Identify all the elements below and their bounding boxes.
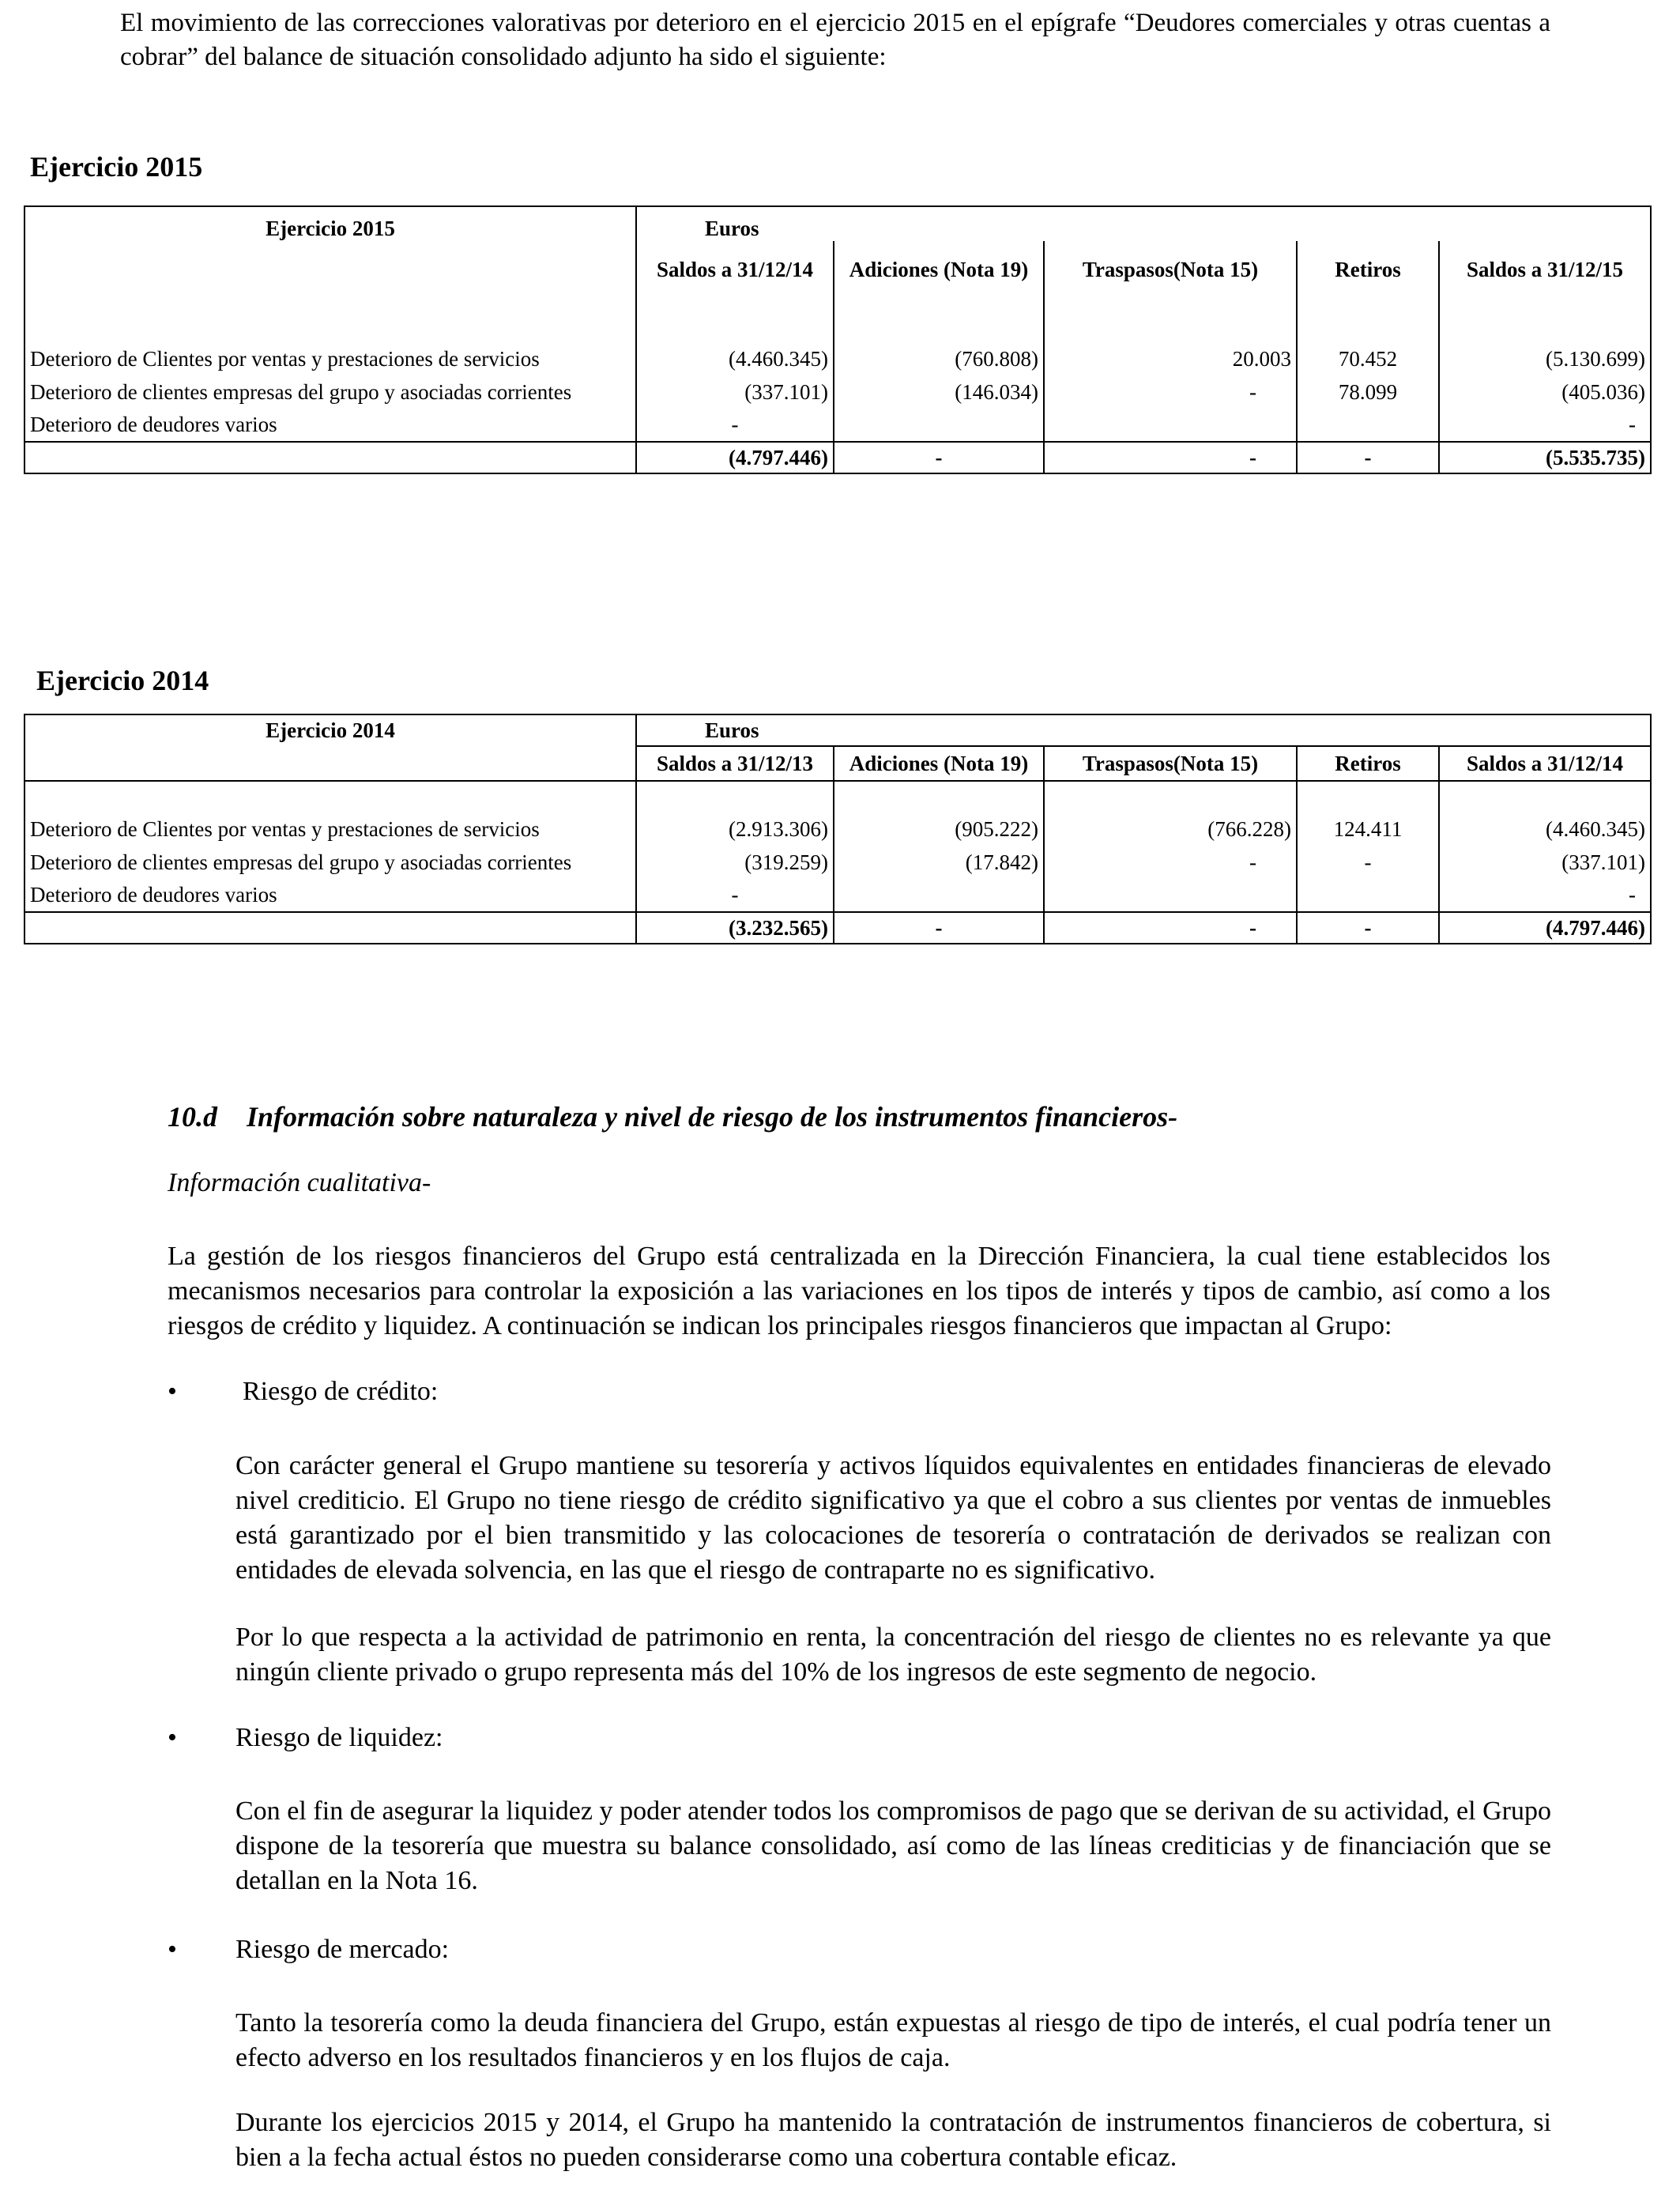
cell: - [1629, 883, 1637, 907]
bullet-label-market: Riesgo de mercado: [235, 1935, 450, 1964]
cell: (2.913.306) [636, 812, 834, 846]
cell [1044, 409, 1297, 442]
credit-paragraph-1: Con carácter general el Grupo mantiene su tesorería y activos líquidos equivalentes en entidades financieras de elevado nivel crediticio. El Grupo no tiene riesgo de crédito significativo ya que el cobro a sus clientes por ventas de inmuebles está garantizado por el bien transmitido y las colocaciones de tesorería o contratación de derivados se realizan con entidades de elevada solvencia, en las que el riesgo de contraparte no es significativo. [235, 1451, 1551, 1585]
total-cell: (4.797.446) [636, 442, 834, 473]
cell: - [1297, 846, 1439, 879]
cell: (4.460.345) [636, 342, 834, 375]
table-corner-label: Ejercicio 2015 [24, 206, 636, 241]
table-column-row [24, 746, 1651, 781]
column-header: Traspasos(Nota 15) [1044, 746, 1297, 781]
section-heading [168, 1100, 1177, 1133]
cell: (17.842) [834, 846, 1044, 879]
row-label: Deterioro de Clientes por ventas y prestaciones de servicios [24, 342, 636, 375]
cell: - [636, 879, 834, 912]
credit-paragraph-2: Por lo que respecta a la actividad de patrimonio en renta, la concentración del riesgo de clientes no es relevante ya que ningún cliente privado o grupo representa más del 10% de los ingresos de este segmento de negocio. [235, 1623, 1551, 1687]
intro-risk-paragraph: La gestión de los riesgos financieros del Grupo está centralizada en la Dirección Financiera, la cual tiene establecidos los mecanismos necesarios para controlar la exposición a las variaciones en los tipos de interés y tipos de cambio, así como a los riesgos de crédito y liquidez. A continuación se indican los principales riesgos financieros que impactan al Grupo: [168, 1242, 1550, 1340]
cell [1044, 879, 1297, 912]
cell [834, 879, 1044, 912]
table-corner-label: Ejercicio 2014 [24, 714, 636, 746]
section-number: 10.d [168, 1101, 217, 1133]
bullet-icon: • [168, 1935, 177, 1964]
total-cell: (3.232.565) [636, 912, 834, 944]
cell: (766.228) [1044, 812, 1297, 846]
cell: 70.452 [1297, 342, 1439, 375]
cell: (5.130.699) [1546, 346, 1646, 371]
market-paragraph-2: Durante los ejercicios 2015 y 2014, el Grupo ha mantenido la contratación de instrumentos financieros de cobertura, si bien a la fecha actual éstos no pueden considerarse como una cobertura contable eficaz. [235, 2108, 1551, 2172]
bullet-icon: • [168, 1377, 177, 1406]
column-header: Retiros [1297, 746, 1439, 781]
column-header: Adiciones (Nota 19) [834, 746, 1044, 781]
table-header-row [24, 714, 1651, 746]
row-label: Deterioro de deudores varios [24, 879, 636, 912]
cell: (337.101) [1561, 850, 1646, 874]
total-cell: - [834, 912, 1044, 944]
table-row [24, 846, 1651, 879]
section-title: Información sobre naturaleza y nivel de riesgo de los instrumentos financieros- [247, 1101, 1178, 1133]
table-total-row [24, 442, 1651, 473]
cell: - [1044, 846, 1297, 879]
row-label: Deterioro de clientes empresas del grupo y asociadas corrientes [24, 846, 636, 879]
total-cell: - [1044, 912, 1297, 944]
column-header: Saldos a 31/12/14 [1439, 746, 1651, 781]
cell: 124.411 [1297, 812, 1439, 846]
cell: (905.222) [834, 812, 1044, 846]
column-header: Retiros [1297, 241, 1439, 298]
cell [1297, 409, 1439, 442]
bullet-market [168, 1935, 215, 1970]
total-cell: (4.797.446) [1439, 912, 1651, 944]
bullet-icon: • [168, 1723, 177, 1752]
cell: (337.101) [636, 375, 834, 409]
table-2015 [24, 205, 1652, 474]
cell: (405.036) [1561, 379, 1646, 404]
cell: - [636, 409, 834, 442]
cell: - [1044, 375, 1297, 409]
bullet-label-liquidity: Riesgo de liquidez: [235, 1723, 443, 1752]
row-label: Deterioro de deudores varios [24, 409, 636, 442]
table-2014 [24, 714, 1652, 944]
table-unit-label: Euros [705, 217, 759, 240]
row-label: Deterioro de clientes empresas del grupo y asociadas corrientes [24, 375, 636, 409]
bullet-label-credit: Riesgo de crédito: [243, 1377, 439, 1406]
table-total-row [24, 912, 1651, 944]
total-cell: - [1044, 442, 1297, 473]
total-cell: - [1297, 912, 1439, 944]
total-cell: - [834, 442, 1044, 473]
total-cell: (5.535.735) [1439, 442, 1651, 473]
market-paragraph-1: Tanto la tesorería como la deuda financiera del Grupo, están expuestas al riesgo de tipo de interés, el cual podría tener un efecto adverso en los resultados financieros y en los flujos de caja. [235, 2008, 1551, 2072]
bullet-liquidity [168, 1723, 215, 1758]
row-label: Deterioro de Clientes por ventas y prestaciones de servicios [24, 812, 636, 846]
column-header: Saldos a 31/12/14 [636, 241, 834, 298]
cell [1297, 879, 1439, 912]
total-cell: - [1297, 442, 1439, 473]
cell [834, 409, 1044, 442]
table-unit-label: Euros [705, 718, 759, 742]
liquidity-paragraph: Con el fin de asegurar la liquidez y poder atender todos los compromisos de pago que se derivan de su actividad, el Grupo dispone de la tesorería que muestra su balance consolidado, así como de las líneas crediticias y de financiación que se detallan en la Nota 16. [235, 1796, 1551, 1895]
column-header: Traspasos(Nota 15) [1044, 241, 1297, 298]
cell: (760.808) [834, 342, 1044, 375]
table-row [24, 812, 1651, 846]
column-header: Adiciones (Nota 19) [834, 241, 1044, 298]
cell: 20.003 [1044, 342, 1297, 375]
column-header: Saldos a 31/12/15 [1466, 257, 1624, 281]
intro-paragraph: El movimiento de las correcciones valorativas por deterioro en el ejercicio 2015 en el epígrafe “Deudores comerciales y otras cuentas a cobrar” del balance de situación consolidado adjunto ha sido el siguiente: [120, 9, 1550, 71]
table-column-row [24, 241, 1651, 298]
cell: (146.034) [834, 375, 1044, 409]
column-header: Saldos a 31/12/13 [636, 746, 834, 781]
cell: 78.099 [1297, 375, 1439, 409]
table-row [24, 342, 1651, 375]
cell: (4.460.345) [1546, 816, 1646, 841]
section-title-2014: Ejercicio 2014 [36, 665, 209, 696]
cell: (319.259) [636, 846, 834, 879]
section-title-2015: Ejercicio 2015 [30, 151, 203, 183]
subsection-title: Información cualitativa- [168, 1168, 431, 1197]
table-row [24, 879, 1651, 912]
table-row [24, 409, 1651, 442]
table-row [24, 375, 1651, 409]
cell: - [1629, 413, 1637, 436]
table-header-row [24, 206, 1651, 241]
